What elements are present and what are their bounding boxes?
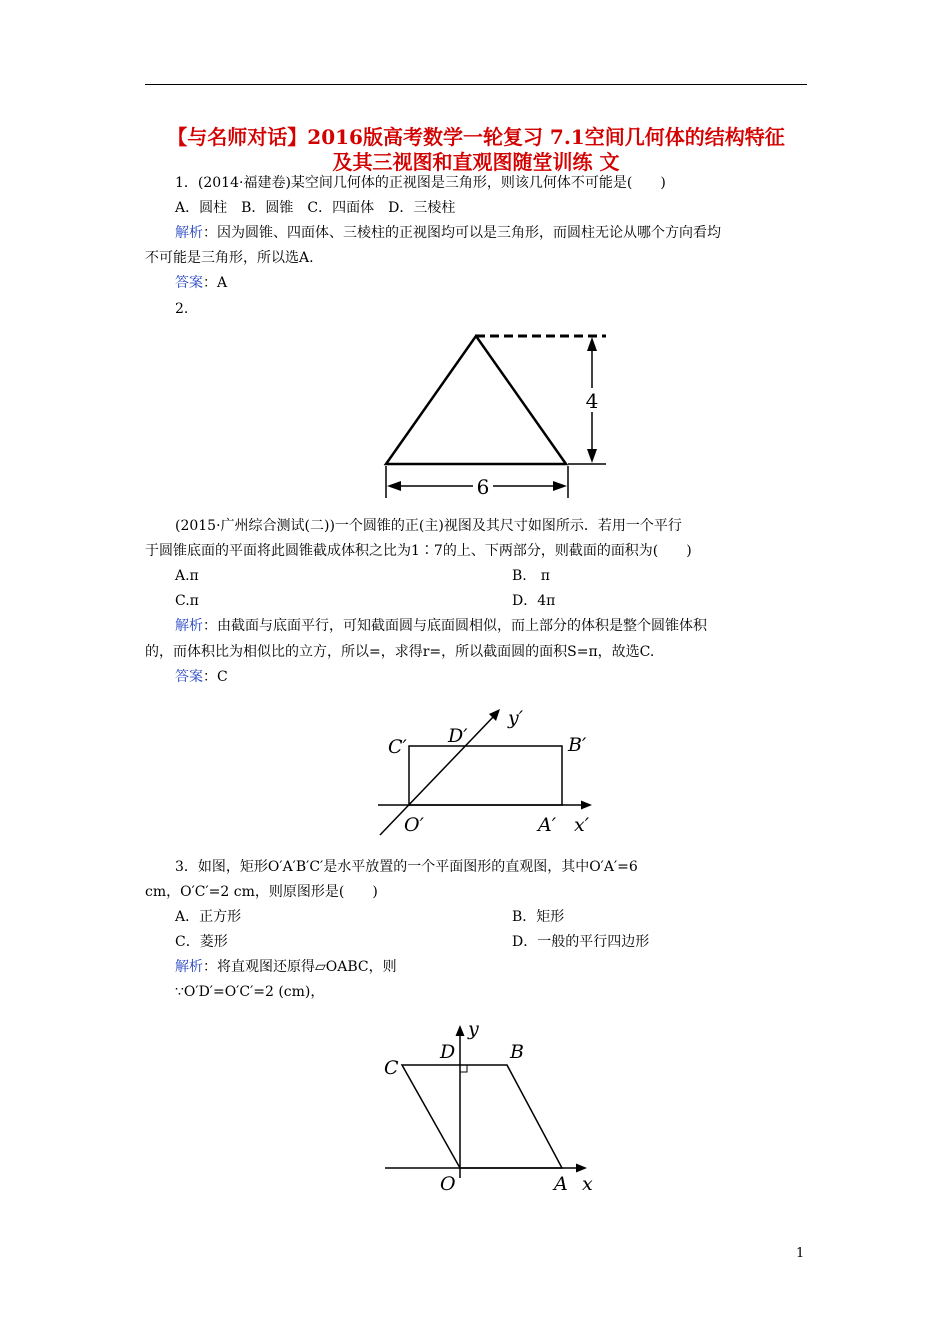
- q2-stem-line2: 于圆锥底面的平面将此圆锥截成体积之比为1∶7的上、下两部分，则截面的面积为( ): [145, 543, 692, 559]
- label-a: A: [554, 1173, 568, 1195]
- q1-analysis-line2: 不可能是三角形，所以选A.: [145, 250, 314, 266]
- label-o-prime: O′: [404, 814, 424, 836]
- q1-answer-text: ：A: [203, 275, 228, 291]
- label-c: C: [384, 1057, 399, 1079]
- q2-analysis-text: ：由截面与底面平行，可知截面圆与底面圆相似，而上部分的体积是整个圆锥体积: [203, 618, 707, 634]
- label-y: y: [468, 1018, 479, 1040]
- q2-answer-text: ：C: [203, 669, 228, 685]
- label-b: B: [510, 1041, 524, 1063]
- width-arrow-right: [553, 481, 567, 491]
- label-b-prime: B′: [568, 734, 587, 756]
- q1-analysis-line1: [175, 221, 837, 245]
- document-title-line2: 及其三视图和直观图随堂训练 文: [332, 150, 620, 174]
- q1-stem: 1．(2014·福建卷)某空间几何体的正视图是三角形，则该几何体不可能是( ): [175, 175, 666, 191]
- q3-analysis-line1: [175, 955, 837, 979]
- answer-label: 答案: [175, 669, 203, 685]
- q2-option-b: B. π: [512, 568, 550, 584]
- width-arrow-left: [387, 481, 401, 491]
- label-x: x: [582, 1173, 593, 1195]
- height-arrow-down: [587, 449, 597, 463]
- triangle-shape: [386, 336, 566, 464]
- label-c-prime: C′: [388, 736, 407, 758]
- q2-option-a: A.π: [175, 568, 199, 584]
- label-d-prime: D′: [448, 725, 468, 747]
- q3-option-a: A．正方形: [175, 909, 242, 925]
- height-arrow-up: [587, 337, 597, 351]
- intuitive-diagram-figure: [370, 700, 600, 840]
- parallelogram-shape: [402, 1065, 562, 1168]
- q2-stem-line1: (2015·广州综合测试(二))一个圆锥的正(主)视图及其尺寸如图所示．若用一个平行: [175, 518, 682, 534]
- q3-option-b: B．矩形: [512, 909, 565, 925]
- original-figure: [380, 1018, 610, 1198]
- width-label: 6: [476, 475, 490, 499]
- q1-answer: [175, 271, 837, 295]
- q2-option-c: C.π: [175, 593, 199, 609]
- q3-stem-line1: 3．如图，矩形O′A′B′C′是水平放置的一个平面图形的直观图，其中O′A′=6: [175, 859, 638, 875]
- y-axis-arrow: [456, 1025, 465, 1036]
- cone-front-view-figure: [370, 326, 620, 506]
- document-title-line1: 【与名师对话】2016版高考数学一轮复习 7.1空间几何体的结构特征: [167, 125, 785, 149]
- header-rule: [145, 84, 807, 85]
- height-label: 4: [585, 389, 599, 413]
- label-x-prime: x′: [574, 814, 590, 836]
- page-number: 1: [796, 1246, 805, 1261]
- analysis-label: 解析: [175, 225, 203, 241]
- rectangle-shape: [409, 746, 562, 805]
- q3-analysis-line2: ∵O′D′=O′C′=2 (cm)，: [175, 984, 325, 1000]
- label-a-prime: A′: [538, 814, 557, 836]
- label-y-prime: y′: [508, 707, 524, 729]
- q2-answer: [175, 665, 837, 689]
- x-prime-arrow: [581, 801, 592, 810]
- q2-option-d: D．4π: [512, 593, 556, 609]
- analysis-label: 解析: [175, 618, 203, 634]
- analysis-label: 解析: [175, 959, 203, 975]
- q3-stem-line2: cm，O′C′=2 cm，则原图形是( ): [145, 884, 378, 900]
- label-d: D: [440, 1041, 456, 1063]
- y-prime-axis: [380, 715, 495, 835]
- q3-option-c: C．菱形: [175, 934, 228, 950]
- right-angle-mark: [460, 1065, 467, 1072]
- q3-analysis-text: ：将直观图还原得▱OABC，则: [203, 959, 397, 975]
- q1-analysis-text: ：因为圆锥、四面体、三棱柱的正视图均可以是三角形，而圆柱无论从哪个方向看均: [203, 225, 721, 241]
- q2-analysis-line1: [175, 614, 837, 638]
- label-o: O: [440, 1173, 456, 1195]
- q1-options: A．圆柱 B．圆锥 C．四面体 D．三棱柱: [175, 200, 456, 216]
- answer-label: 答案: [175, 275, 203, 291]
- q3-option-d: D．一般的平行四边形: [512, 934, 650, 950]
- q2-number: 2.: [175, 301, 189, 317]
- q2-analysis-line2: 的，而体积比为相似比的立方，所以=，求得r=，所以截面圆的面积S=π，故选C.: [145, 644, 655, 660]
- x-axis-arrow: [576, 1164, 587, 1173]
